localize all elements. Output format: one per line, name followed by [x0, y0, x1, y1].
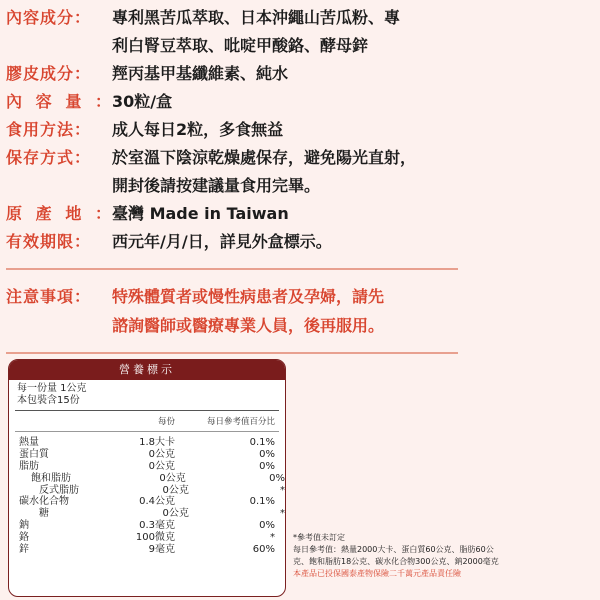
info-label: 內容成分： — [6, 8, 92, 27]
info-value — [112, 228, 332, 256]
warning-row — [6, 282, 466, 340]
servings-per-package: 本包裝含15份 — [17, 395, 80, 406]
warning-line: 特殊體質者或慢性病患者及孕婦，請先 — [112, 287, 385, 306]
nutrition-row — [9, 461, 285, 473]
nutrition-row — [9, 508, 285, 520]
divider — [6, 352, 458, 354]
nutrient-daily-pct: * — [280, 484, 285, 496]
nutrient-daily-pct: * — [270, 532, 275, 544]
nutrient-name: 糖 — [39, 508, 49, 520]
nutrition-row — [9, 532, 285, 544]
header-spacer — [9, 413, 119, 431]
info-row — [6, 200, 466, 228]
nutrient-name: 蛋白質 — [19, 448, 49, 460]
info-row — [6, 228, 466, 256]
nutrient-amount: 0公克 — [162, 508, 189, 520]
info-row — [6, 88, 466, 116]
divider — [15, 431, 279, 432]
info-value-line: 30粒/盒 — [112, 92, 173, 111]
nutrition-row — [9, 520, 285, 532]
nutrient-amount: 9毫克 — [148, 544, 175, 556]
nutrient-name: 反式脂肪 — [39, 484, 79, 496]
serving-size: 每一份量 1公克 — [17, 383, 87, 394]
info-label: 原 產 地 ： — [6, 204, 112, 223]
nutrition-row — [9, 485, 285, 497]
divider — [6, 268, 458, 270]
info-value — [112, 60, 288, 88]
info-label: 保存方式： — [6, 148, 92, 167]
nutrient-name: 脂肪 — [19, 460, 39, 472]
info-value-line: 專利黑苦瓜萃取、日本沖繩山苦瓜粉、專 — [112, 8, 401, 27]
info-rows — [6, 4, 466, 256]
nutrient-amount: 0公克 — [148, 460, 175, 472]
nutrition-row — [9, 473, 285, 485]
nutrient-amount: 0公克 — [148, 448, 175, 460]
info-value — [112, 4, 400, 60]
nutrition-row — [9, 496, 285, 508]
info-label: 膠皮成分： — [6, 64, 92, 83]
info-row — [6, 4, 466, 60]
info-value-line: 於室溫下陰涼乾燥處保存，避免陽光直射， — [112, 148, 417, 167]
nutrient-amount: 0.4公克 — [139, 496, 175, 508]
info-label: 有效期限： — [6, 232, 92, 251]
nutrient-name: 鉻 — [19, 532, 29, 544]
header-daily-pct: 每日參考值百分比 — [206, 417, 275, 427]
info-value-line: 成人每日2粒，多食無益 — [112, 120, 284, 139]
divider — [15, 410, 279, 411]
nutrient-daily-pct: 0% — [269, 472, 285, 484]
nutrient-name: 鋅 — [19, 544, 29, 556]
nutrient-name: 飽和脂肪 — [31, 472, 71, 484]
nutrient-amount: 0公克 — [162, 484, 189, 496]
info-value — [112, 144, 416, 200]
nutrition-facts-panel — [8, 359, 286, 597]
nutrition-title: 營養標示 — [9, 360, 285, 380]
footnote-asterisk: *參考值未訂定 — [293, 533, 345, 542]
info-value-line: 利白腎豆萃取、吡啶甲酸鉻、酵母鋅 — [112, 36, 369, 55]
info-label: 內 容 量 ： — [6, 92, 112, 111]
nutrient-daily-pct: 0.1% — [249, 496, 275, 508]
nutrient-name: 鈉 — [19, 520, 29, 532]
nutrient-daily-pct: 0% — [259, 448, 275, 460]
warning-label: 注意事項： — [6, 287, 92, 306]
nutrition-row — [9, 544, 285, 556]
warning-line: 諮詢醫師或醫療專業人員，後再服用。 — [112, 316, 385, 335]
footnote-insurance: 本產品已投保國泰產物保險二千萬元產品責任險 — [293, 569, 461, 578]
product-info — [6, 4, 466, 366]
info-row — [6, 116, 466, 144]
info-value-line: 臺灣 Made in Taiwan — [112, 204, 289, 223]
info-value — [112, 88, 172, 116]
info-row — [6, 144, 466, 200]
header-per-serving: 每份 — [157, 417, 175, 427]
nutrient-amount: 0公克 — [159, 472, 186, 484]
nutrition-row — [9, 449, 285, 461]
info-value — [112, 116, 283, 144]
footnote-reference-cont: 克、飽和脂肪18公克、碳水化合物300公克、鈉2000毫克 — [293, 557, 499, 566]
nutrient-name: 熱量 — [19, 437, 39, 448]
footnotes — [293, 532, 593, 580]
nutrient-daily-pct: 0% — [259, 520, 275, 532]
nutrition-rows — [9, 437, 285, 556]
footnote-reference: 每日參考值：熱量2000大卡、蛋白質60公克、脂肪60公 — [293, 545, 494, 554]
info-value — [112, 200, 289, 228]
nutrient-amount: 100微克 — [135, 532, 175, 544]
nutrient-name: 碳水化合物 — [19, 496, 69, 508]
nutrient-daily-pct: 0% — [259, 460, 275, 472]
nutrition-column-headers — [9, 413, 285, 431]
nutrition-row — [9, 437, 285, 449]
info-value-line: 西元年/月/日，詳見外盒標示。 — [112, 232, 332, 251]
info-row — [6, 60, 466, 88]
info-value-line: 開封後請按建議量食用完畢。 — [112, 176, 321, 195]
nutrient-daily-pct: 0.1% — [249, 437, 275, 448]
warning-text — [112, 282, 384, 340]
nutrient-daily-pct: 60% — [252, 544, 275, 556]
nutrient-amount: 0.3毫克 — [139, 520, 175, 532]
info-label: 食用方法： — [6, 120, 92, 139]
nutrient-daily-pct: * — [280, 508, 285, 520]
nutrient-amount: 1.8大卡 — [139, 437, 175, 448]
info-value-line: 羥丙基甲基纖維素、純水 — [112, 64, 289, 83]
